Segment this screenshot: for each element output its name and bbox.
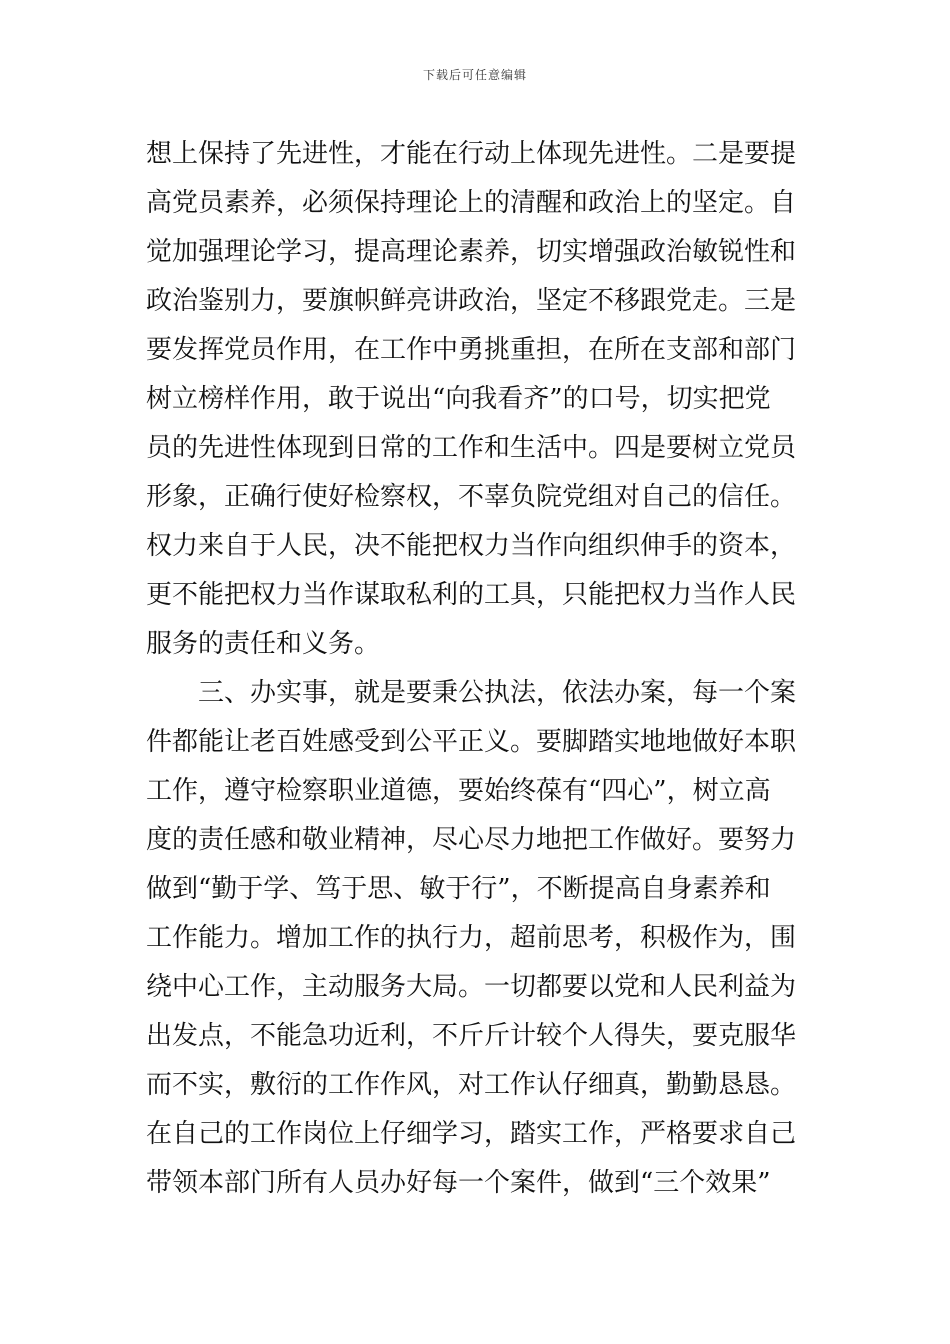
text-line: 度的责任感和敬业精神，尽心尽力地把工作做好。要努力: [146, 825, 797, 855]
text-line: 工作，遵守检察职业道德，要始终葆有“四心”，树立高: [146, 776, 771, 806]
paragraph-start-line: 三、办实事，就是要秉公执法，依法办案，每一个案: [198, 678, 797, 708]
text-line: 带领本部门所有人员办好每一个案件，做到“三个效果”: [146, 1168, 771, 1198]
text-line: 出发点，不能急功近利，不斤斤计较个人得失，要克服华: [146, 1021, 797, 1051]
document-body: [146, 130, 816, 1208]
text-line: 工作能力。增加工作的执行力，超前思考，积极作为，围: [146, 923, 797, 953]
text-line: 树立榜样作用，敢于说出“向我看齐”的口号，切实把党: [146, 384, 771, 414]
text-line: 绕中心工作，主动服务大局。一切都要以党和人民利益为: [146, 972, 797, 1002]
text-line: 政治鉴别力，要旗帜鲜亮讲政治，坚定不移跟党走。三是: [146, 286, 797, 316]
text-line: 形象，正确行使好检察权，不辜负院党组对自己的信任。: [146, 482, 797, 512]
text-line: 想上保持了先进性，才能在行动上体现先进性。二是要提: [146, 139, 797, 169]
text-line: 更不能把权力当作谋取私利的工具，只能把权力当作人民: [146, 580, 797, 610]
text-line: 觉加强理论学习，提高理论素养，切实增强政治敏锐性和: [146, 237, 797, 267]
text-line: 在自己的工作岗位上仔细学习，踏实工作，严格要求自己: [146, 1119, 797, 1149]
text-line: 要发挥党员作用，在工作中勇挑重担，在所在支部和部门: [146, 335, 797, 365]
page-header-note: 下载后可任意编辑: [422, 68, 527, 82]
text-line: 权力来自于人民，决不能把权力当作向组织伸手的资本，: [146, 531, 797, 561]
text-line: 高党员素养，必须保持理论上的清醒和政治上的坚定。自: [146, 188, 797, 218]
text-line: 件都能让老百姓感受到公平正义。要脚踏实地地做好本职: [146, 727, 797, 757]
text-line: 而不实，敷衍的工作作风，对工作认仔细真，勤勤恳恳。: [146, 1070, 797, 1100]
text-line: 服务的责任和义务。: [146, 629, 381, 659]
text-line: 做到“勤于学、笃于思、敏于行”，不断提高自身素养和: [146, 874, 771, 904]
text-line: 员的先进性体现到日常的工作和生活中。四是要树立党员: [146, 433, 797, 463]
